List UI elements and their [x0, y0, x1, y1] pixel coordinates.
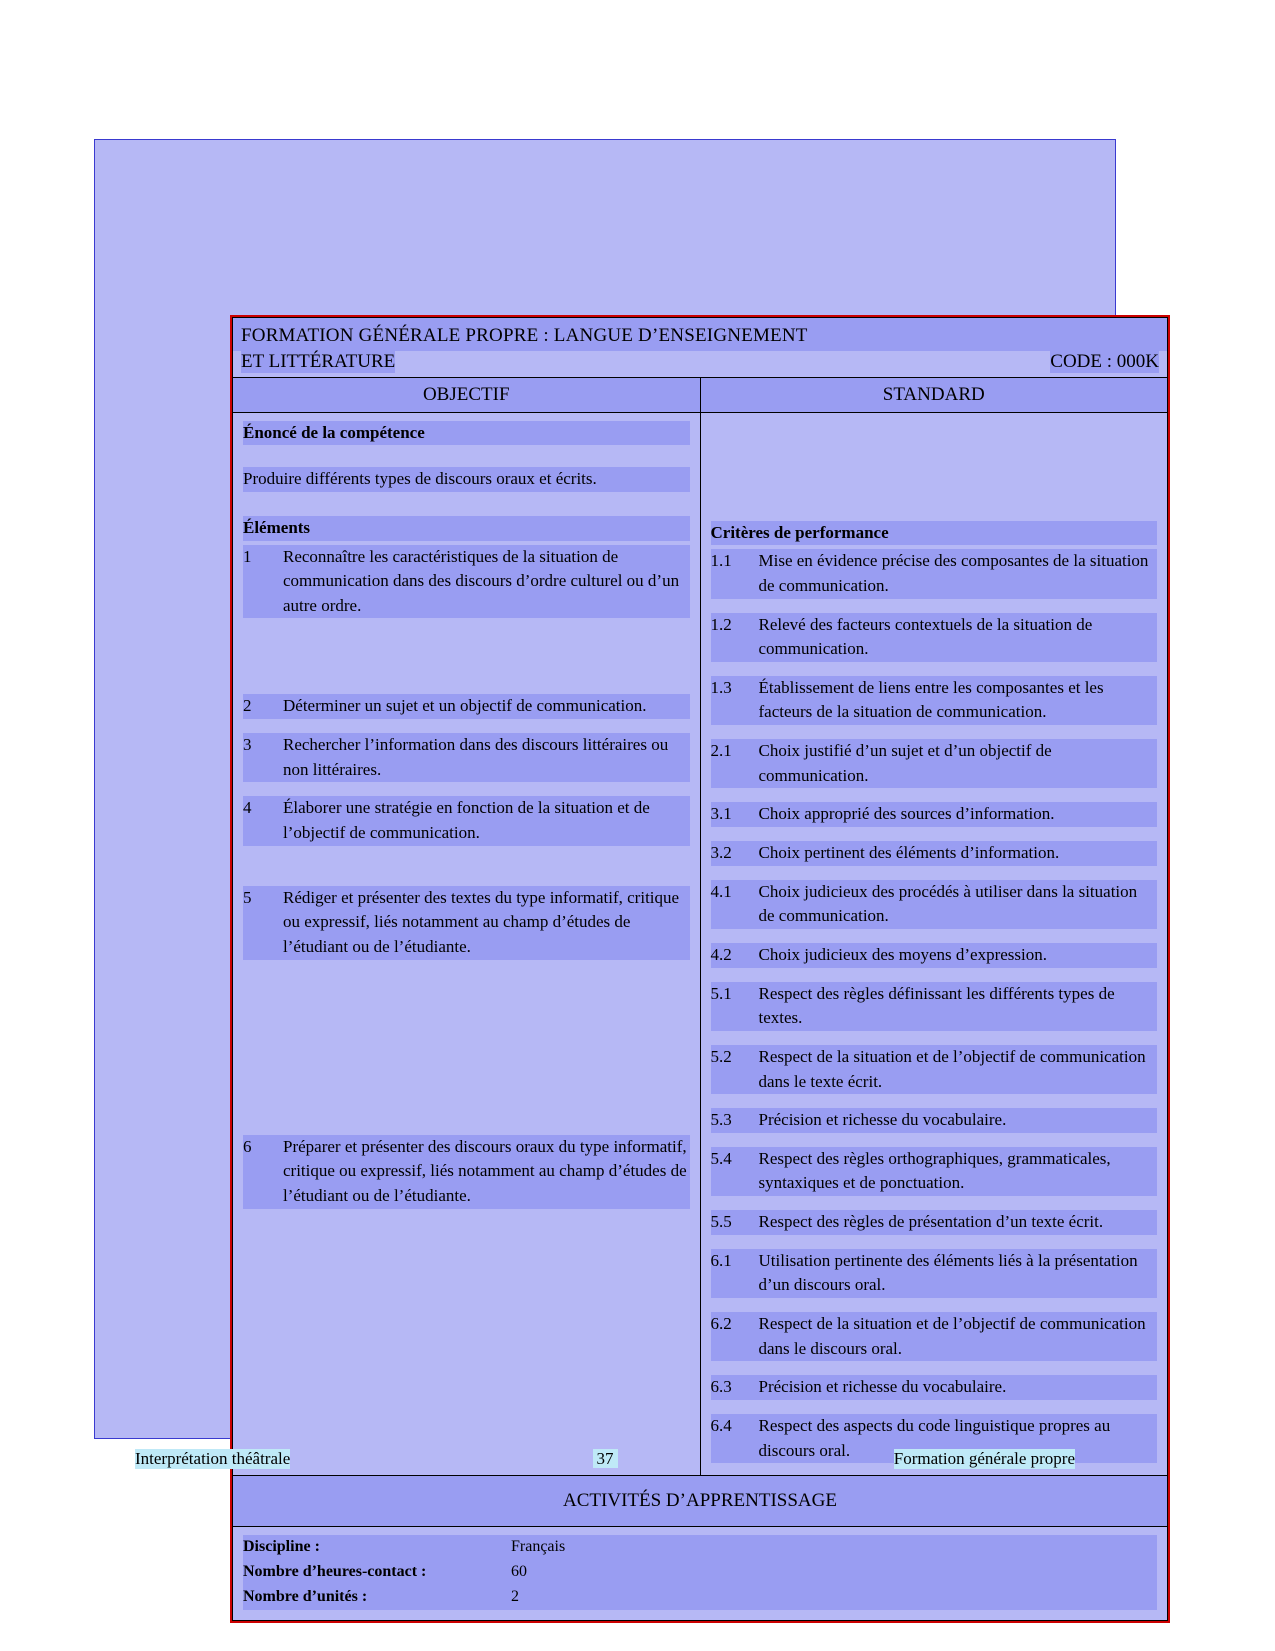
list-item	[711, 1210, 1158, 1235]
list-item	[243, 796, 690, 845]
activities-info-row	[233, 1527, 1168, 1620]
criterion-text: Choix judicieux des moyens d’expression.	[759, 943, 1158, 968]
element-number: 3	[243, 733, 283, 782]
list-item	[711, 549, 1158, 598]
list-item	[711, 1312, 1158, 1361]
objectif-cell	[233, 412, 701, 1476]
criterion-number: 6.1	[711, 1249, 759, 1298]
elements-title: Éléments	[243, 516, 690, 541]
criterion-text: Précision et richesse du vocabulaire.	[759, 1375, 1158, 1400]
column-header-row	[233, 377, 1168, 412]
list-item	[243, 1135, 690, 1209]
criterion-text: Respect des règles de présentation d’un texte écrit.	[759, 1210, 1158, 1235]
list-item	[243, 694, 690, 719]
document-title-line2: ET LITTÉRATURE	[241, 350, 396, 372]
competence-text: Produire différents types de discours oraux et écrits.	[243, 467, 690, 492]
element-text: Élaborer une stratégie en fonction de la situation et de l’objectif de communication.	[283, 796, 690, 845]
element-number: 5	[243, 886, 283, 960]
list-item	[243, 886, 690, 960]
element-text: Reconnaître les caractéristiques de la situation de communication dans des discours d’ordre culturel ou d’un autre ordre.	[283, 545, 690, 619]
criterion-number: 3.2	[711, 841, 759, 866]
element-text: Rechercher l’information dans des discours littéraires ou non littéraires.	[283, 733, 690, 782]
units-value: 2	[511, 1585, 1157, 1610]
list-item	[711, 880, 1158, 929]
list-item	[711, 943, 1158, 968]
page-footer	[135, 1449, 1075, 1469]
activities-info	[233, 1527, 1167, 1619]
column-header-standard: STANDARD	[701, 378, 1168, 412]
list-item	[711, 841, 1158, 866]
criterion-text: Choix justifié d’un sujet et d’un objectif de communication.	[759, 739, 1158, 788]
criterion-number: 1.2	[711, 613, 759, 662]
element-text: Déterminer un sujet et un objectif de communication.	[283, 694, 690, 719]
hours-label: Nombre d’heures-contact :	[243, 1560, 511, 1585]
standard-cell	[700, 412, 1168, 1476]
element-number: 4	[243, 796, 283, 845]
criterion-text: Choix judicieux des procédés à utiliser dans la situation de communication.	[759, 880, 1158, 929]
footer-right-text: Formation générale propre	[893, 1449, 1075, 1468]
criterion-number: 2.1	[711, 739, 759, 788]
criterion-number: 5.5	[711, 1210, 759, 1235]
criterion-text: Mise en évidence précise des composantes de la situation de communication.	[759, 549, 1158, 598]
list-item	[711, 982, 1158, 1031]
criterion-text: Choix approprié des sources d’information.	[759, 802, 1158, 827]
list-item	[711, 676, 1158, 725]
list-item	[711, 1375, 1158, 1400]
table-header-row	[233, 318, 1168, 378]
document-title-line1: FORMATION GÉNÉRALE PROPRE : LANGUE D’ENSEIGNEMENT	[233, 318, 1167, 351]
criterion-number: 4.2	[711, 943, 759, 968]
criterion-text: Respect des règles définissant les différents types de textes.	[759, 982, 1158, 1031]
hours-value: 60	[511, 1560, 1157, 1585]
list-item	[711, 613, 1158, 662]
activities-title-row	[233, 1476, 1168, 1527]
list-item	[243, 733, 690, 782]
criterion-number: 1.3	[711, 676, 759, 725]
elements-list	[243, 545, 690, 1209]
element-number: 1	[243, 545, 283, 619]
criterion-text: Respect des règles orthographiques, grammaticales, syntaxiques et de ponctuation.	[759, 1147, 1158, 1196]
list-item	[711, 1147, 1158, 1196]
column-header-objectif: OBJECTIF	[233, 378, 700, 412]
element-text: Rédiger et présenter des textes du type informatif, critique ou expressif, liés notamment au champ d’études de l’étudiant ou de l’étudiante.	[283, 886, 690, 960]
units-label: Nombre d’unités :	[243, 1585, 511, 1610]
element-number: 2	[243, 694, 283, 719]
competency-table	[230, 315, 1170, 1623]
criterion-number: 5.1	[711, 982, 759, 1031]
list-item	[711, 1045, 1158, 1094]
criteria-title: Critères de performance	[711, 521, 1158, 546]
criterion-number: 6.3	[711, 1375, 759, 1400]
table-row	[243, 1585, 1157, 1610]
list-item	[711, 1108, 1158, 1133]
criterion-number: 5.4	[711, 1147, 759, 1196]
competence-title: Énoncé de la compétence	[243, 421, 690, 446]
page-number: 37	[593, 1449, 618, 1468]
list-item	[243, 545, 690, 619]
list-item	[711, 802, 1158, 827]
criterion-number: 1.1	[711, 549, 759, 598]
discipline-value: Français	[511, 1535, 1157, 1560]
criterion-number: 5.3	[711, 1108, 759, 1133]
discipline-label: Discipline :	[243, 1535, 511, 1560]
table-row	[243, 1560, 1157, 1585]
list-item	[711, 739, 1158, 788]
criterion-number: 3.1	[711, 802, 759, 827]
criterion-text: Utilisation pertinente des éléments liés à la présentation d’un discours oral.	[759, 1249, 1158, 1298]
criterion-text: Choix pertinent des éléments d’information.	[759, 841, 1158, 866]
criterion-text: Respect de la situation et de l’objectif de communication dans le texte écrit.	[759, 1045, 1158, 1094]
footer-left-text: Interprétation théâtrale	[135, 1449, 291, 1468]
criterion-text: Relevé des facteurs contextuels de la situation de communication.	[759, 613, 1158, 662]
criterion-number: 6.2	[711, 1312, 759, 1361]
activities-title: ACTIVITÉS D’APPRENTISSAGE	[233, 1476, 1167, 1526]
criterion-text: Respect de la situation et de l’objectif de communication dans le discours oral.	[759, 1312, 1158, 1361]
criterion-text: Établissement de liens entre les composantes et les facteurs de la situation de communication.	[759, 676, 1158, 725]
element-number: 6	[243, 1135, 283, 1209]
document-code: CODE : 000K	[1050, 350, 1159, 372]
criterion-text: Respect des aspects du code linguistique propres au discours oral.	[759, 1414, 1158, 1463]
list-item	[711, 1249, 1158, 1298]
table-body-row	[233, 412, 1168, 1476]
criterion-number: 5.2	[711, 1045, 759, 1094]
criterion-number: 6.4	[711, 1414, 759, 1463]
criteria-list	[711, 549, 1158, 1463]
criterion-number: 4.1	[711, 880, 759, 929]
table-row	[243, 1535, 1157, 1560]
criterion-text: Précision et richesse du vocabulaire.	[759, 1108, 1158, 1133]
element-text: Préparer et présenter des discours oraux du type informatif, critique ou expressif, liés notamment au champ d’études de l’étudiant ou de l’étudiante.	[283, 1135, 690, 1209]
